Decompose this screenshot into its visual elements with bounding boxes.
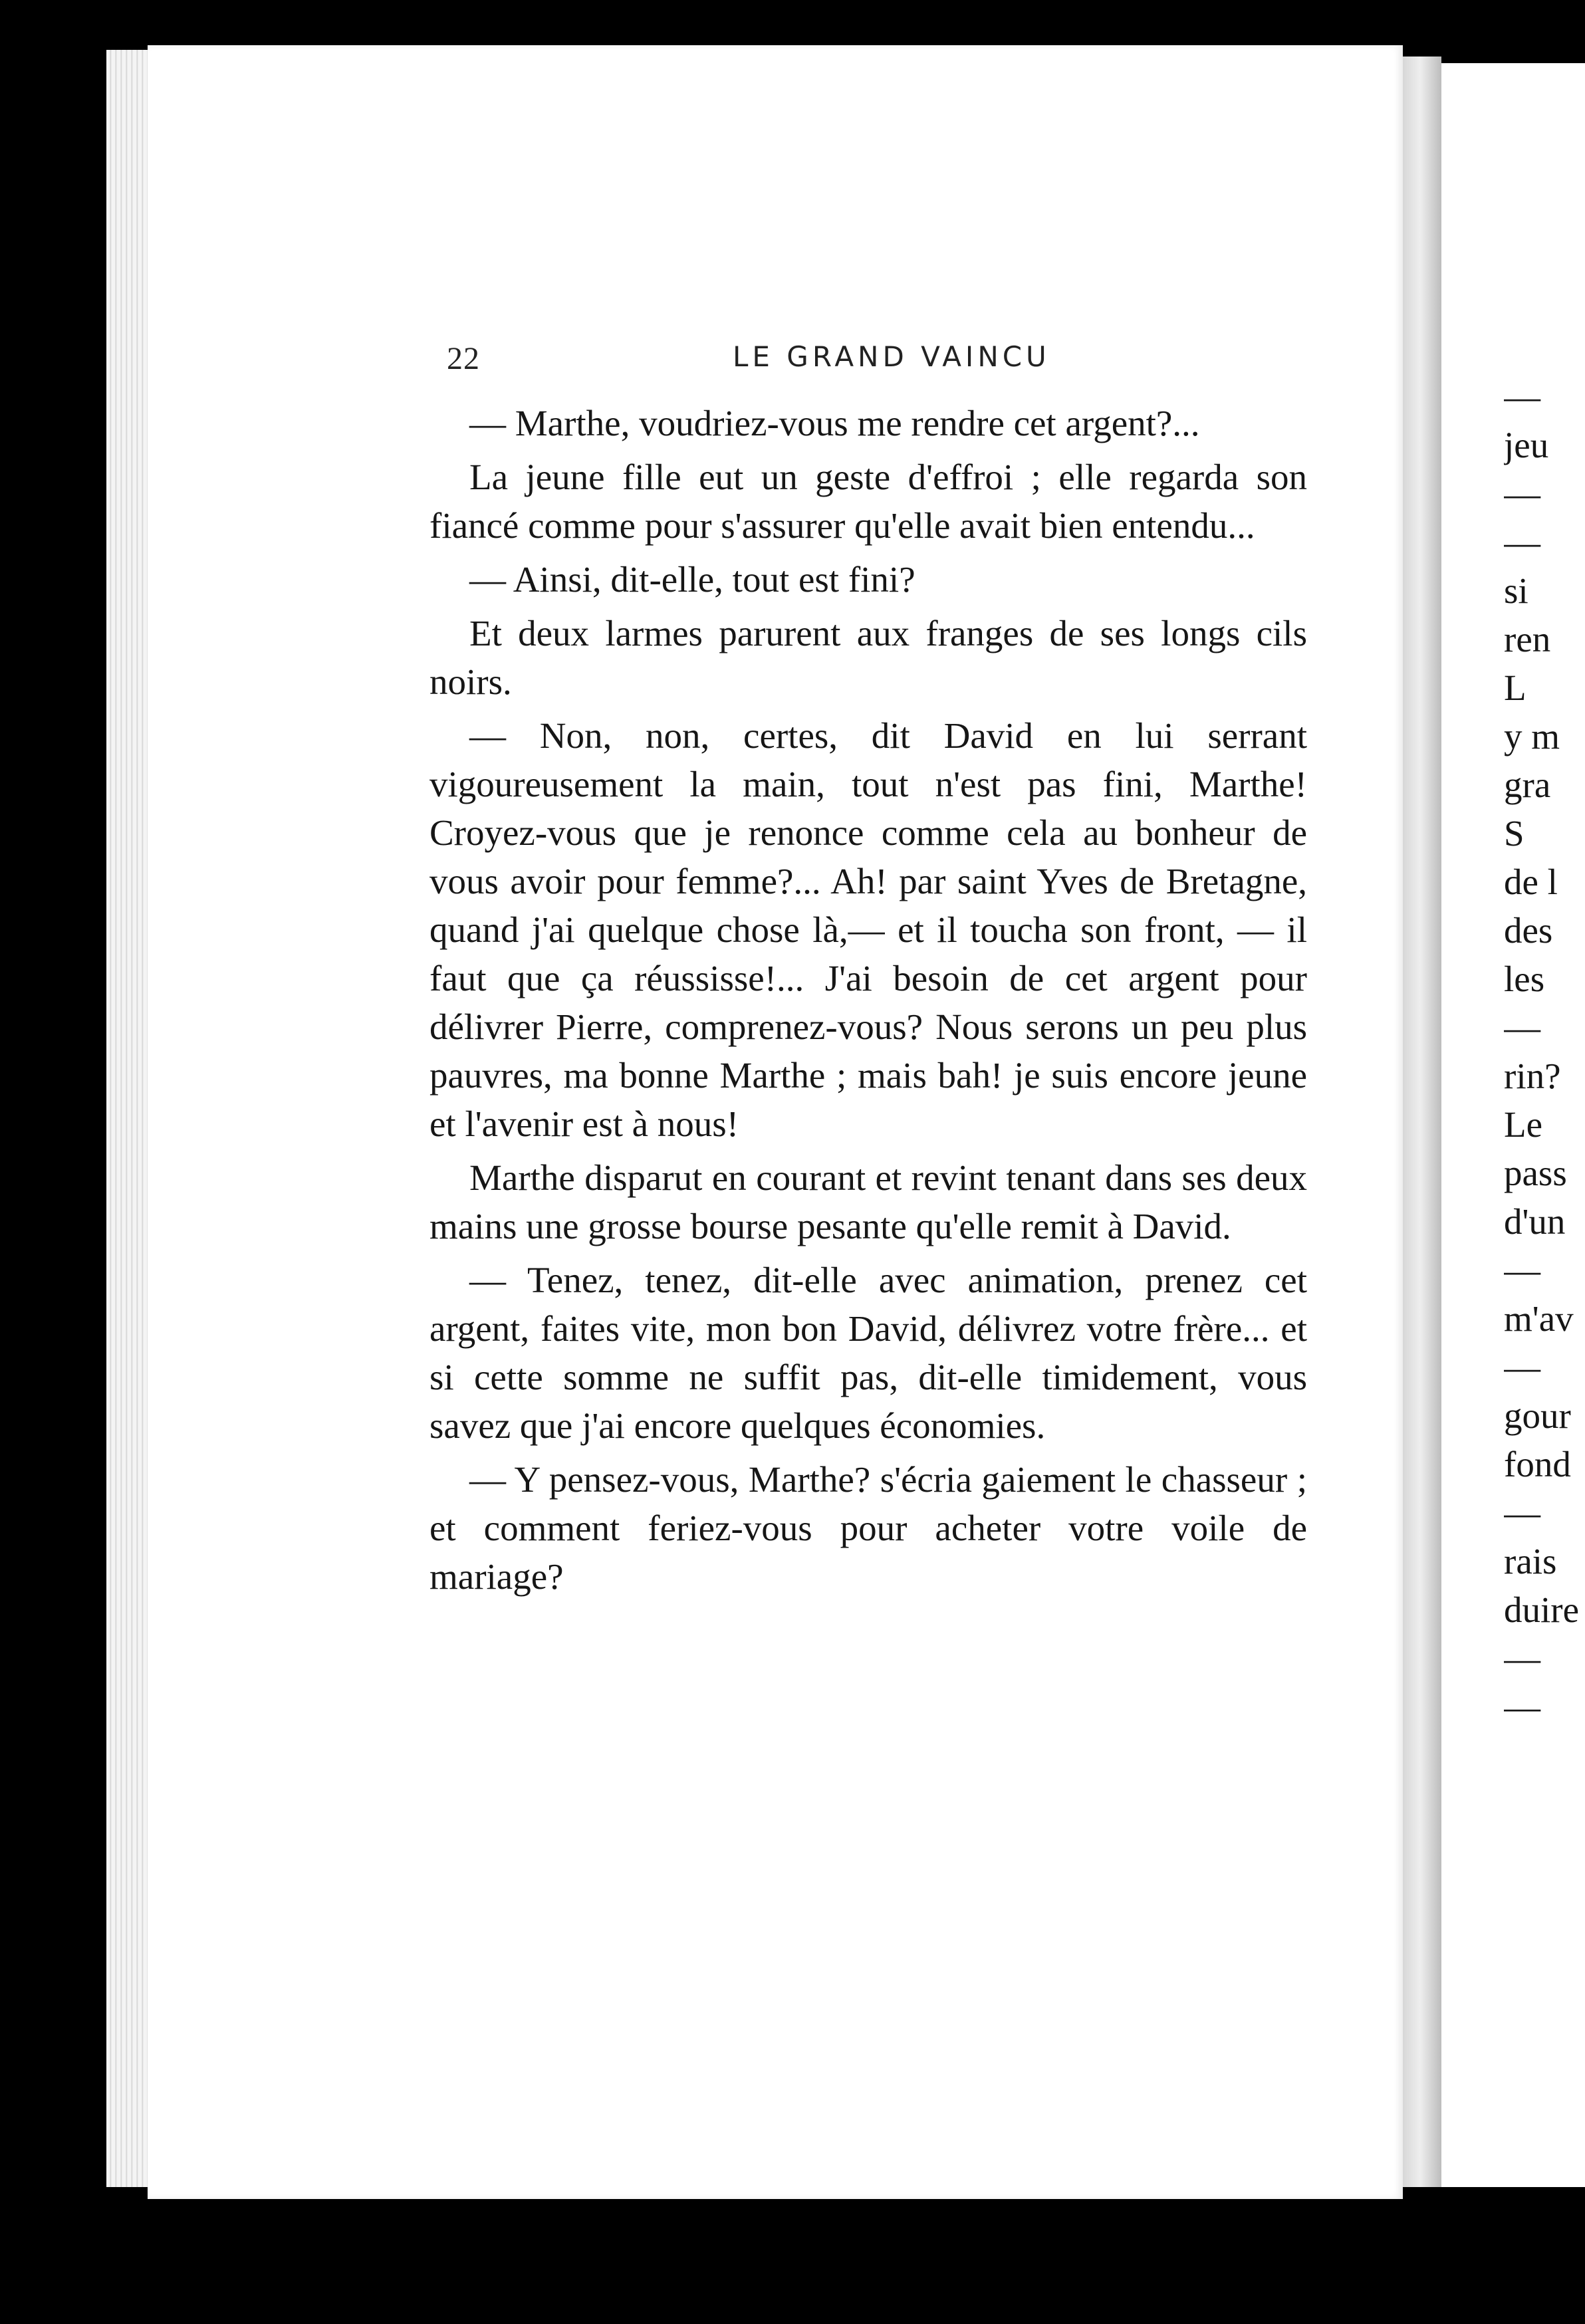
facing-line: Le (1504, 1104, 1543, 1145)
body-text (429, 399, 1307, 1606)
paragraph: — Ainsi, dit-elle, tout est fini? (469, 559, 915, 600)
facing-line: si (1504, 570, 1528, 611)
running-head (447, 340, 1304, 387)
running-title: LE GRAND VAINCU (733, 340, 1050, 373)
paragraph: Marthe disparut en courant et revint tenant dans ses deux mains une grosse bourse pesante qu'elle remit à David. (429, 1157, 1307, 1246)
facing-line: pass (1504, 1153, 1567, 1193)
facing-line: — (1504, 522, 1540, 562)
facing-line: gour (1504, 1395, 1571, 1436)
paragraph: — Marthe, voudriez-vous me rendre cet argent?... (469, 403, 1200, 443)
facing-line: — (1504, 473, 1540, 514)
facing-line: m'av (1504, 1298, 1574, 1339)
facing-line: — (1504, 1686, 1540, 1727)
facing-line: des (1504, 910, 1553, 951)
facing-line: — (1504, 1347, 1540, 1387)
facing-line: S (1504, 813, 1524, 854)
page-number: 22 (447, 341, 480, 376)
facing-line: rais (1504, 1541, 1557, 1581)
facing-line: ren (1504, 619, 1551, 659)
facing-line: — (1504, 1007, 1540, 1048)
facing-page-text (1504, 372, 1585, 1731)
facing-line: y m (1504, 716, 1560, 756)
paragraph: — Non, non, certes, dit David en lui serrant vigoureusement la main, tout n'est pas fini, Marthe! Croyez-vous que je renonce comme cela au bonheur de vous avoir pour femme?... Ah! par saint Yves de Bretagne, quand j'ai quelque chose là,— et il toucha son front, — il faut que ça réussisse!... J'ai besoin de cet argent pour délivrer Pierre, comprenez-vous? Nous serons un peu plus pauvres, ma bonne Marthe ; mais bah! je suis encore jeune et l'avenir est à nous! (429, 715, 1307, 1144)
facing-line: — (1504, 1250, 1540, 1290)
facing-line: — (1504, 1492, 1540, 1533)
page-edges (106, 50, 153, 2187)
facing-line: L (1504, 667, 1526, 708)
paragraph: — Tenez, tenez, dit-elle avec animation, prenez cet argent, faites vite, mon bon David, délivrez votre frère... et si cette somme ne suffit pas, dit-elle timidement, vous savez que j'ai encore quelques économies. (429, 1260, 1307, 1446)
facing-line: jeu (1504, 425, 1549, 465)
facing-line: de l (1504, 862, 1558, 902)
facing-line: les (1504, 959, 1545, 999)
paragraph: Et deux larmes parurent aux franges de ses longs cils noirs. (429, 613, 1307, 702)
paragraph: La jeune fille eut un geste d'effroi ; elle regarda son fiancé comme pour s'assurer qu'elle avait bien entendu... (429, 457, 1307, 546)
facing-line: rin? (1504, 1056, 1561, 1096)
facing-line: gra (1504, 764, 1551, 805)
paragraph: — Y pensez-vous, Marthe? s'écria gaiement le chasseur ; et comment feriez-vous pour acheter votre voile de mariage? (429, 1459, 1307, 1597)
facing-line: fond (1504, 1444, 1571, 1484)
facing-line: duire (1504, 1589, 1580, 1630)
book-gutter (1403, 57, 1441, 2187)
facing-line: d'un (1504, 1201, 1566, 1242)
facing-line: — (1504, 376, 1540, 417)
facing-line: — (1504, 1638, 1540, 1679)
